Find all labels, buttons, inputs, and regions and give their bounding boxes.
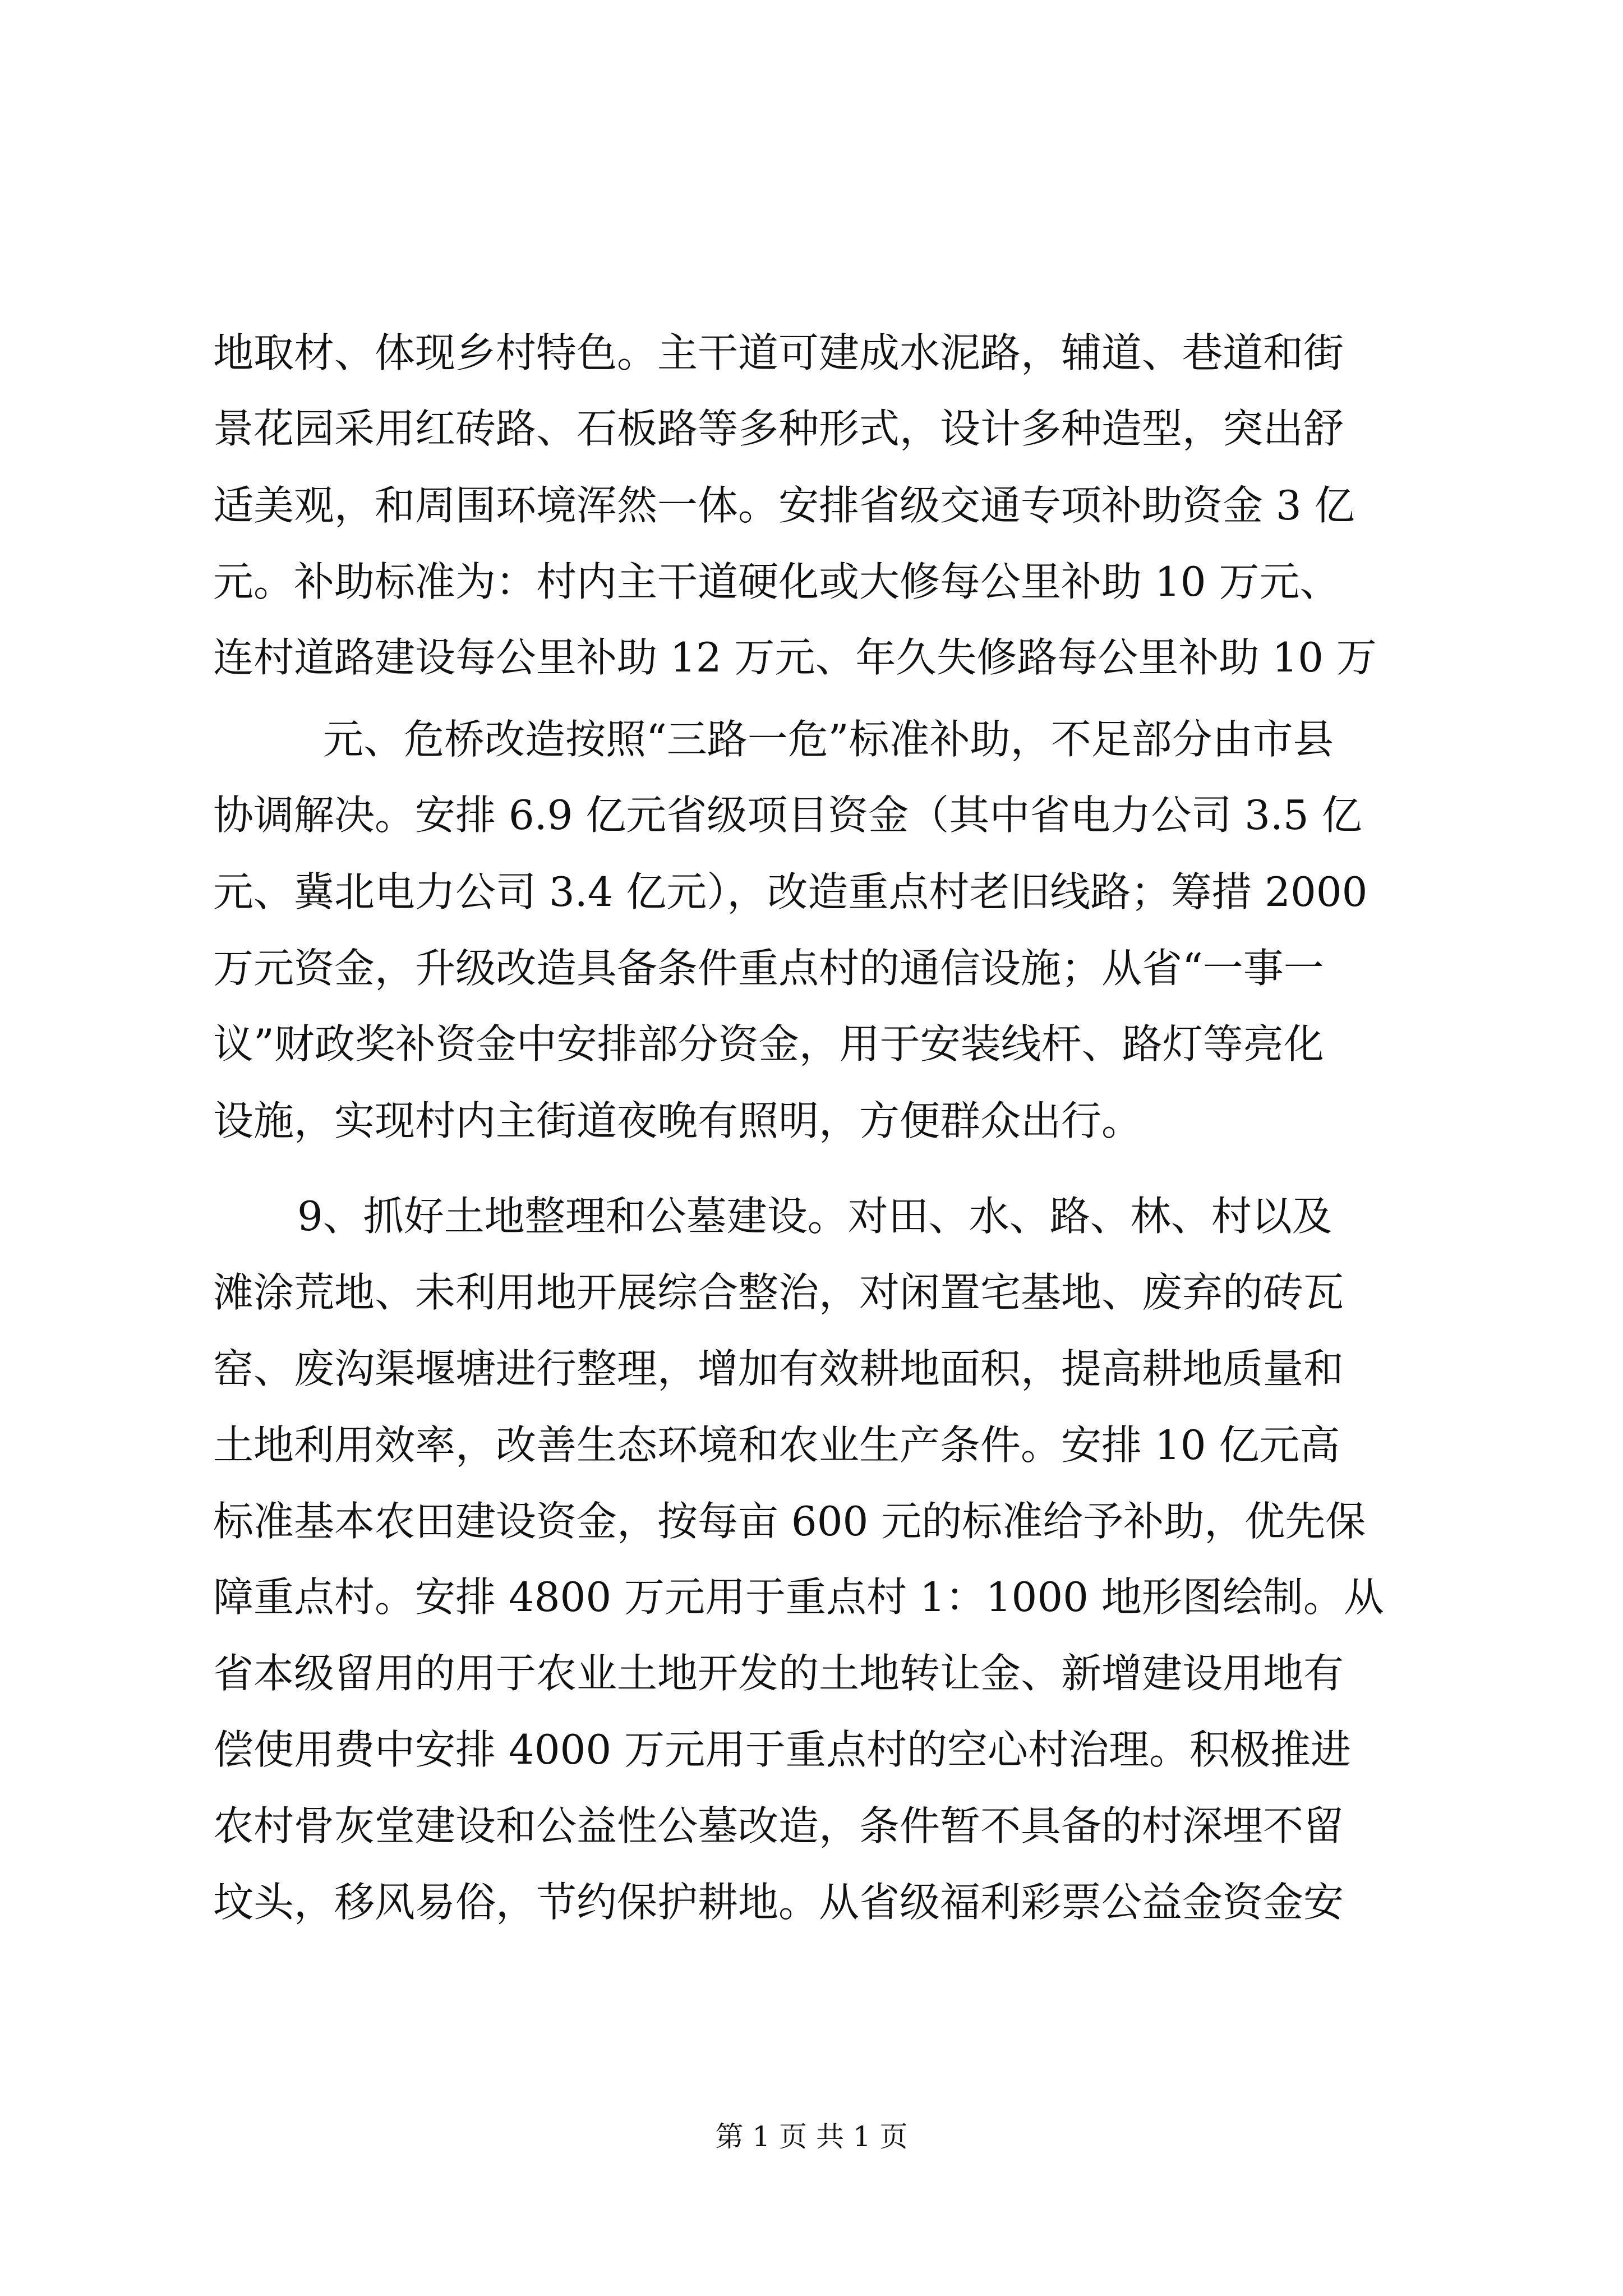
- text-line: 万元资金，升级改造具备条件重点村的通信设施；从省“一事一: [213, 945, 1324, 992]
- text-line: 适美观，和周围环境浑然一体。安排省级交通专项补助资金 3 亿: [213, 482, 1355, 529]
- text-line: 偿使用费中安排 4000 万元用于重点村的空心村治理。积极推进: [213, 1726, 1352, 1773]
- text-line: 坟头，移风易俗，节约保护耕地。从省级福利彩票公益金资金安: [213, 1879, 1344, 1926]
- text-line: 协调解决。安排 6.9 亿元省级项目资金（其中省电力公司 3.5 亿: [213, 792, 1362, 839]
- text-line: 省本级留用的用于农业土地开发的土地转让金、新增建设用地有: [213, 1650, 1344, 1697]
- text-line: 障重点村。安排 4800 万元用于重点村 1：1000 地形图绘制。从: [213, 1573, 1384, 1621]
- page-number: 第 1 页 共 1 页: [715, 2120, 908, 2153]
- text-line: 元、冀北电力公司 3.4 亿元），改造重点村老旧线路；筹措 2000: [213, 868, 1368, 915]
- text-line: 设施，实现村内主街道夜晚有照明，方便群众出行。: [213, 1097, 1142, 1144]
- text-line: 农村骨灰堂建设和公益性公墓改造，条件暂不具备的村深埋不留: [213, 1802, 1344, 1849]
- text-line: 标准基本农田建设资金，按每亩 600 元的标准给予补助，优先保: [213, 1498, 1366, 1545]
- text-line: 窑、废沟渠堰塘进行整理，增加有效耕地面积，提高耕地质量和: [213, 1345, 1344, 1392]
- text-line: 连村道路建设每公里补助 12 万元、年久失修路每公里补助 10 万: [213, 634, 1377, 681]
- text-line: 元、危桥改造按照“三路一危”标准补助，不足部分由市县: [323, 716, 1334, 763]
- text-line: 景花园采用红砖路、石板路等多种形式，设计多种造型，突出舒: [213, 405, 1344, 452]
- text-line: 滩涂荒地、未利用地开展综合整治，对闲置宅基地、废弃的砖瓦: [213, 1269, 1344, 1316]
- text-line: 地取材、体现乡村特色。主干道可建成水泥路，辅道、巷道和街: [213, 329, 1344, 376]
- text-line: 土地利用效率，改善生态环境和农业生产条件。安排 10 亿元高: [213, 1421, 1340, 1469]
- text-line: 议”财政奖补资金中安排部分资金，用于安装线杆、路灯等亮化: [213, 1020, 1324, 1068]
- text-line: 元。补助标准为：村内主干道硬化或大修每公里补助 10 万元、: [213, 558, 1340, 605]
- text-line: 9、抓好土地整理和公墓建设。对田、水、路、林、村以及: [297, 1193, 1332, 1240]
